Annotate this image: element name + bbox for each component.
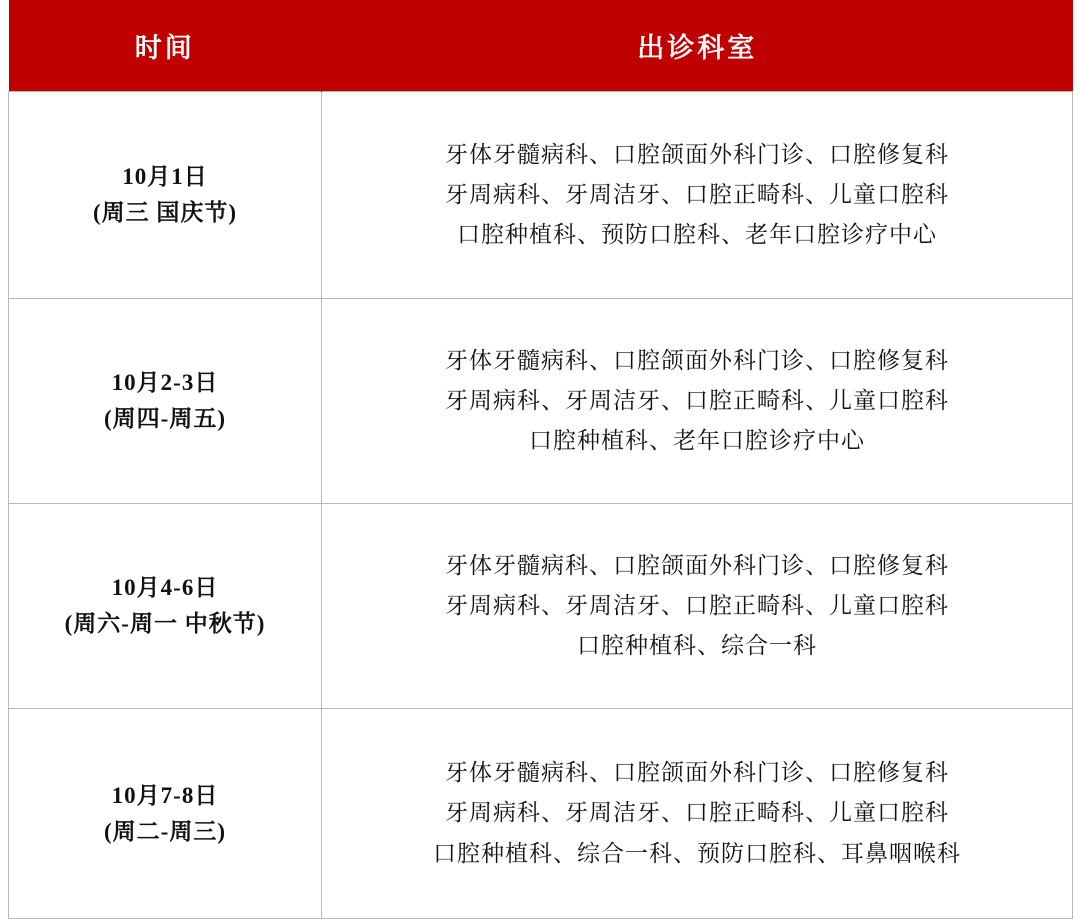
date-main: 10月4-6日 (111, 575, 219, 601)
cell-departments (322, 504, 1073, 709)
cell-date (9, 709, 322, 919)
date-weekday: (周四-周五) (104, 406, 226, 431)
department-line: 牙周病科、牙周洁牙、口腔正畸科、儿童口腔科 (445, 800, 949, 826)
cell-date (9, 299, 322, 504)
date-weekday: (周三 国庆节) (92, 200, 238, 225)
department-line: 口腔种植科、综合一科、预防口腔科、耳鼻咽喉科 (433, 840, 961, 866)
department-line: 牙周病科、牙周洁牙、口腔正畸科、儿童口腔科 (445, 181, 949, 207)
department-line: 牙体牙髓病科、口腔颌面外科门诊、口腔修复科 (445, 552, 949, 578)
table-body (9, 92, 1073, 919)
department-line: 牙体牙髓病科、口腔颌面外科门诊、口腔修复科 (445, 141, 949, 167)
cell-date (9, 504, 322, 709)
column-header-department: 出诊科室 (322, 0, 1073, 92)
cell-departments (322, 92, 1073, 299)
date-main: 10月7-8日 (111, 782, 219, 808)
clinic-schedule-table (8, 0, 1073, 919)
department-line: 口腔种植科、综合一科 (577, 633, 817, 659)
table-row (9, 299, 1073, 504)
cell-date (9, 92, 322, 299)
table-row (9, 709, 1073, 919)
table-header (9, 0, 1073, 92)
date-weekday: (周二-周三) (104, 818, 226, 844)
department-line: 口腔种植科、老年口腔诊疗中心 (529, 428, 865, 454)
date-main: 10月1日 (122, 164, 208, 190)
date-weekday: (周六-周一 中秋节) (64, 611, 266, 636)
department-line: 口腔种植科、预防口腔科、老年口腔诊疗中心 (457, 222, 937, 248)
table-header-row (9, 0, 1073, 92)
date-main: 10月2-3日 (111, 370, 219, 396)
cell-departments (322, 299, 1073, 504)
department-line: 牙体牙髓病科、口腔颌面外科门诊、口腔修复科 (445, 347, 949, 373)
table-row (9, 504, 1073, 709)
department-line: 牙体牙髓病科、口腔颌面外科门诊、口腔修复科 (445, 760, 949, 786)
department-line: 牙周病科、牙周洁牙、口腔正畸科、儿童口腔科 (445, 592, 949, 618)
column-header-time: 时间 (9, 0, 322, 92)
table-row (9, 92, 1073, 299)
department-line: 牙周病科、牙周洁牙、口腔正畸科、儿童口腔科 (445, 387, 949, 413)
cell-departments (322, 709, 1073, 919)
